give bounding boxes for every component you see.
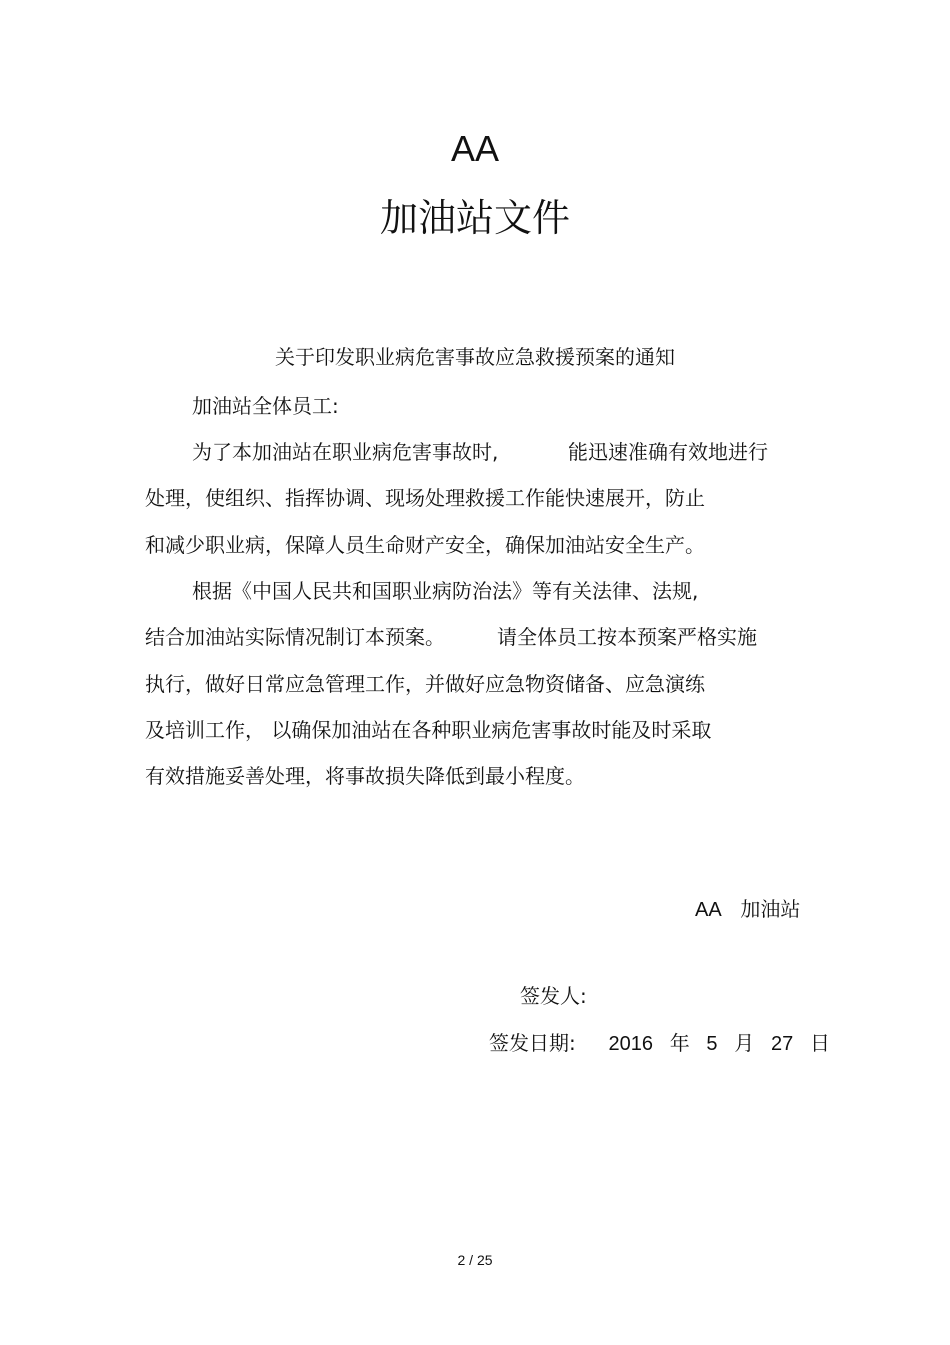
- paragraph2-line3: 执行，做好日常应急管理工作，并做好应急物资储备、应急演练: [145, 672, 705, 696]
- paragraph2-line2-part1: 结合加油站实际情况制订本预案。: [145, 625, 445, 649]
- issue-date-month: 5: [706, 1033, 718, 1055]
- paragraph1-line1-part1: 为了本加油站在职业病危害事故时,: [192, 440, 499, 464]
- issue-date-day: 27: [770, 1033, 794, 1055]
- paragraph1-line2: 处理，使组织、指挥协调、现场处理救援工作能快速展开，防止: [145, 486, 705, 510]
- paragraph2-line2-part2: 请全体员工按本预案严格实施: [497, 625, 757, 649]
- issue-date-row: [489, 1028, 830, 1059]
- salutation: 加油站全体员工:: [192, 394, 339, 418]
- signature-org: [695, 894, 800, 925]
- issuing-org-code: AA: [450, 128, 500, 169]
- paragraph2-line5: 有效措施妥善处理，将事故损失降低到最小程度。: [145, 764, 585, 788]
- page-number: 2 / 25: [457, 1252, 493, 1268]
- issue-date-day-char: 日: [809, 1031, 830, 1055]
- issue-date-year: 2016: [608, 1033, 653, 1055]
- signer-label: 签发人:: [520, 984, 587, 1008]
- issue-date-label: 签发日期:: [489, 1031, 576, 1055]
- notice-title: 关于印发职业病危害事故应急救援预案的通知: [275, 345, 675, 369]
- paragraph2-line4: 及培训工作， 以确保加油站在各种职业病危害事故时能及时采取: [145, 718, 712, 742]
- issue-date-year-char: 年: [669, 1031, 690, 1055]
- paragraph2-line1: 根据《中国人民共和国职业病防治法》等有关法律、法规,: [192, 579, 699, 603]
- paragraph1-line3: 和减少职业病，保障人员生命财产安全，确保加油站安全生产。: [145, 533, 705, 557]
- signature-org-prefix: AA: [695, 899, 722, 921]
- paragraph1-line1-part2: 能迅速准确有效地进行: [568, 440, 768, 464]
- signature-org-name: 加油站: [740, 897, 801, 921]
- issue-date-month-char: 月: [734, 1031, 755, 1055]
- document-type-heading: 加油站文件: [379, 196, 570, 240]
